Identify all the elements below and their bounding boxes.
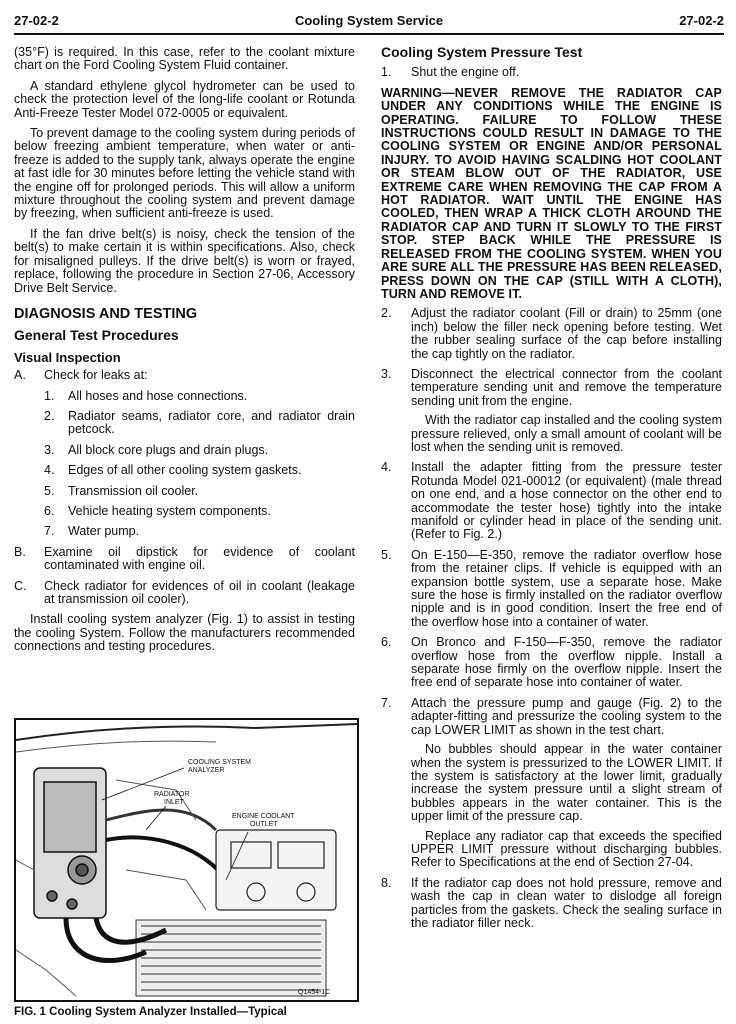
sub-item-2 <box>14 410 355 437</box>
paragraph-fan-belt: If the fan drive belt(s) is noisy, check the tension of the belt(s) to make certain it is within specifications. Also, check for misaligned pulleys. If the drive belt(s) is worn or frayed, replace, following the procedure in Section 27-06, Accessory Drive Belt Service. <box>14 226 355 295</box>
step-7-note-replace: Replace any radiator cap that exceeds the specified UPPER LIMIT pressure without discharging bubbles. Refer to Specifications at the end of Section 27-04. <box>411 828 722 870</box>
step-8 <box>381 877 722 931</box>
label-analyzer: ANALYZER <box>188 767 225 774</box>
sub-item-6 <box>14 505 355 518</box>
list-marker: 6. <box>44 503 55 518</box>
header-page-number-right: 27-02-2 <box>679 13 724 28</box>
list-marker: 1. <box>44 388 55 403</box>
step-text: Adjust the radiator coolant (Fill or drain) to 25mm (one inch) below the filler neck opening before testing. Wet the rubber sealing surface of the cap before installing the cap tightly on the radiator. <box>411 306 722 361</box>
sub-item-7 <box>14 525 355 538</box>
list-item-a <box>14 369 355 382</box>
figure-caption: FIG. 1 Cooling System Analyzer Installed—Typical <box>14 1006 287 1018</box>
step-number: 6. <box>381 635 392 650</box>
step-text: Shut the engine off. <box>411 65 520 80</box>
label-engine-coolant: ENGINE COOLANT <box>232 813 295 820</box>
step-number: 1. <box>381 65 392 80</box>
list-item-text: All hoses and hose connections. <box>68 388 248 403</box>
step-text: On Bronco and F-150—F-350, remove the radiator overflow hose from the overflow nipple. Install a separate hose firmly on the overflow nipple. Insert the free end of separate hose into container of water. <box>411 635 722 690</box>
step-6 <box>381 636 722 690</box>
step-text: Install the adapter fitting from the pressure tester Rotunda Model 021-00012 (or equivalent) (male thread on one end, and a hose connector on the other end to accommodate the tester hose) tightly into the intake manifold or cylinder head in place of the sending unit. (Refer to Fig. 2.) <box>411 460 722 542</box>
step-4 <box>381 461 722 541</box>
step-3-note: With the radiator cap installed and the cooling system pressure relieved, only a small amount of coolant will be lost when the sending unit is removed. <box>411 413 722 454</box>
left-column <box>14 46 355 654</box>
list-marker: 5. <box>44 483 55 498</box>
paragraph-hydrometer: A standard ethylene glycol hydrometer can be used to check the protection level of the long-life coolant or Rotunda Anti-Freeze Tester Model 072-0005 or equivalent. <box>14 78 355 120</box>
figure-code: Q1454-1C <box>298 989 331 996</box>
list-item-b <box>14 546 355 573</box>
step-3 <box>381 368 722 408</box>
list-marker: C. <box>14 578 27 593</box>
step-number: 7. <box>381 695 392 710</box>
paragraph-antifreeze-chart: (35°F) is required. In this case, refer to the coolant mixture chart on the Ford Cooling System Fluid container. <box>14 45 355 73</box>
step-text: On E-150—E-350, remove the radiator overflow hose from the retainer clips. If vehicle is equipped with an expansion bottle system, use a separate hose. Make sure the hose is firmly installed on the radiator overflow nipple and is in good condition. Insert the free end of the overflow hose into a container of water. <box>411 547 722 629</box>
list-item-c <box>14 580 355 607</box>
step-2 <box>381 307 722 361</box>
heading-general-test-procedures: General Test Procedures <box>14 327 179 344</box>
list-marker: A. <box>14 368 26 383</box>
step-number: 4. <box>381 460 392 475</box>
list-item-text: Vehicle heating system components. <box>68 503 271 518</box>
step-number: 2. <box>381 306 392 321</box>
header-rule <box>14 33 724 35</box>
list-item-text: Check for leaks at: <box>44 368 148 383</box>
paragraph-install-analyzer: Install cooling system analyzer (Fig. 1) to assist in testing the cooling System. Follow the manufacturers recommended connections and testing procedures. <box>14 612 355 654</box>
step-text: If the radiator cap does not hold pressure, remove and wash the cap in clean water to dislodge all foreign particles from the gaskets. Check the sealing surface in the radiator filler neck. <box>411 875 722 930</box>
list-item-text: All block core plugs and drain plugs. <box>68 442 269 457</box>
list-marker: 4. <box>44 463 55 478</box>
step-5 <box>381 549 722 629</box>
step-text: Attach the pressure pump and gauge (Fig. 2) to the adapter-fitting and pressurize the cooling system to the cap LOWER LIMIT as shown in the test chart. <box>411 695 722 737</box>
sub-item-5 <box>14 485 355 498</box>
step-text: Disconnect the electrical connector from the coolant temperature sending unit and remove the temperature sending unit from the engine. <box>411 366 722 408</box>
label-radiator: RADIATOR <box>154 791 190 798</box>
heading-diagnosis-testing: DIAGNOSIS AND TESTING <box>14 305 198 322</box>
step-1 <box>381 66 722 79</box>
engine-illustration <box>16 720 357 1000</box>
list-marker: 2. <box>44 408 55 423</box>
step-number: 8. <box>381 875 392 890</box>
list-marker: B. <box>14 544 26 559</box>
paragraph-freeze-prevention: To prevent damage to the cooling system during periods of below freezing ambient temperature, when water or anti-freeze is added to the supply tank, always operate the engine at fast idle for 30 minutes before letting the vehicle stand with the engine off for prolonged periods. This will allow a uniform mixture throughout the cooling system and prevent damage by freezing, when sufficient anti-freeze is used. <box>14 126 355 221</box>
list-item-text: Radiator seams, radiator core, and radiator drain petcock. <box>68 408 355 437</box>
page-header <box>14 13 724 33</box>
list-item-text: Edges of all other cooling system gaskets. <box>68 463 302 478</box>
list-item-text: Examine oil dipstick for evidence of coolant contaminated with engine oil. <box>44 544 355 573</box>
header-page-number-left: 27-02-2 <box>14 13 59 28</box>
label-cooling-system: COOLING SYSTEM <box>188 759 252 766</box>
heading-pressure-test: Cooling System Pressure Test <box>381 44 583 60</box>
right-column <box>381 46 722 930</box>
sub-item-1 <box>14 390 355 403</box>
figure-cooling-system-analyzer <box>14 718 359 1002</box>
label-inlet: INLET <box>164 799 184 806</box>
step-number: 3. <box>381 366 392 381</box>
list-item-text: Check radiator for evidences of oil in coolant (leakage at transmission oil cooler). <box>44 578 355 606</box>
header-section-title: Cooling System Service <box>294 13 444 28</box>
list-marker: 7. <box>44 524 55 539</box>
list-item-text: Transmission oil cooler. <box>68 483 199 498</box>
list-item-text: Water pump. <box>68 524 140 539</box>
list-marker: 3. <box>44 442 55 457</box>
heading-visual-inspection: Visual Inspection <box>14 349 121 365</box>
warning-block: WARNING—NEVER REMOVE THE RADIATOR CAP UNDER ANY CONDITIONS WHILE THE ENGINE IS OPERATING. FAILURE TO FOLLOW THESE INSTRUCTIONS COULD RESULT IN DAMAGE TO THE COOLING SYSTEM OR ENGINE AND/OR PERSONAL INJURY. TO AVOID HAVING SCALDING HOT COOLANT OR STEAM BLOW OUT OF THE RADIATOR, USE EXTREME CARE WHEN REMOVING THE CAP FROM A HOT RADIATOR. WAIT UNTIL THE ENGINE HAS COOLED, THEN WRAP A THICK CLOTH AROUND THE RADIATOR CAP AND TURN IT SLOWLY TO THE FIRST STOP. STEP BACK WHILE THE PRESSURE IS RELEASED FROM THE COOLING SYSTEM. WHEN YOU ARE SURE ALL THE PRESSURE HAS BEEN RELEASED, PRESS DOWN ON THE CAP (STILL WITH A CLOTH), TURN AND REMOVE IT. <box>381 85 722 301</box>
sub-item-3 <box>14 444 355 457</box>
label-outlet: OUTLET <box>250 821 278 828</box>
step-number: 5. <box>381 547 392 562</box>
step-7 <box>381 697 722 737</box>
step-7-note-bubbles: No bubbles should appear in the water container when the system is pressurized to the LOWER LIMIT. If the system is satisfactory at the lower limit, gradually increase the system pressure until a slight stream of bubbles appears in the water container. This is the upper limit of the pressure cap. <box>411 742 722 824</box>
sub-item-4 <box>14 464 355 477</box>
